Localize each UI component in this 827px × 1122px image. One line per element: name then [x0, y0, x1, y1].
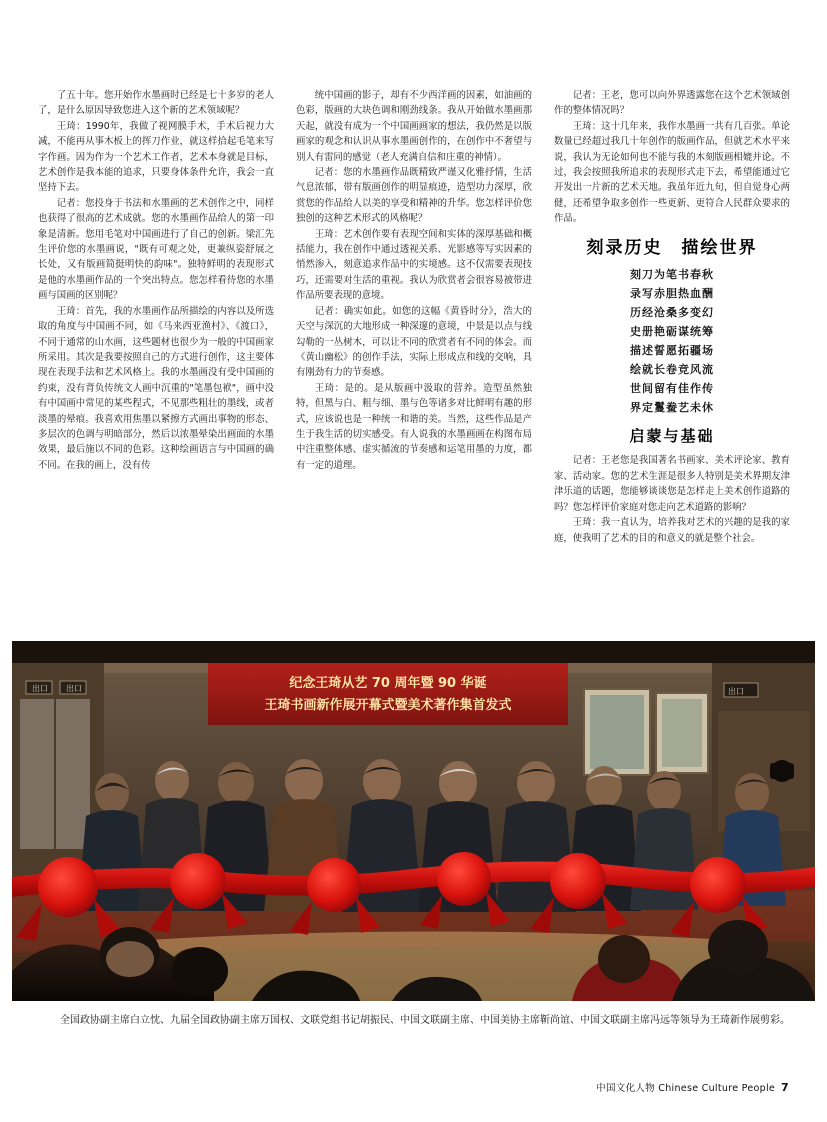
- article-columns: [38, 88, 790, 628]
- footer-text: 中国文化人物 Chinese Culture People: [596, 1083, 776, 1094]
- page-number: 7: [781, 1081, 789, 1094]
- paragraph: 记者：您投身于书法和水墨画的艺术创作之中，同样也获得了很高的艺术成就。您的水墨画作品给人的第一印象是清新。您用毛笔对中国画进行了自己的创新。梁汇先生评价您的水墨画说，"既有可观之处，更兼纵姿舒展之长处，又有版画简挺明快的韵味"。独特鲜明的表现形式是他的水墨画作品的一个突出特点。您怎样看待您的水墨画与国画的区别呢？: [38, 197, 274, 302]
- page-footer: [596, 1080, 789, 1094]
- poem-line: 世间留有佳作传: [630, 382, 714, 396]
- paragraph: 了五十年。您开始作水墨画时已经是七十多岁的老人了，是什么原因导致您进入这个新的艺术领域呢？: [38, 90, 274, 117]
- poem-line: 史册艳砺谋统筹: [630, 325, 714, 339]
- poem-line: 描述誓愿拓疆场: [630, 344, 714, 358]
- paragraph: 王琦：首先，我的水墨画作品所描绘的内容以及所选取的角度与中国画不同，如《马来西亚渔村》、《渡口》，不同于通常的山水画，这些题材也很少为一般的中国画家所采用。其次是我要按照自己的方式进行创作，这主要体现在表现手法和艺术风格上。我的水墨画没有受中国画的约束，没有背负传统文人画中沉重的"笔墨包袱"，画中没有中国画中常见的某些程式，不见那些粗壮的墨线，或者淡墨的晕痕。我喜欢用焦墨以紧擦方式画出事物的形态、多层次的色调与明暗部分，然后以浓墨晕染出画面的水墨效果，最后施以不同的色彩。这种绘画语言与中国画的确不同。在我的画上，没有传: [38, 305, 274, 471]
- svg-text:出口: 出口: [728, 687, 744, 696]
- poem-line: 录写赤胆热血酬: [630, 287, 714, 301]
- paragraph: 记者：确实如此。如您的这幅《黄昏时分》，浩大的天空与深沉的大地形成一种深邃的意境，中景是以点与线勾勒的一丛树木，可以让不同的欣赏者有不同的体会。而《黄山幽松》的创作手法，实际上形成点和线的交响，具有刚劲有力的节奏感。: [296, 305, 532, 379]
- paragraph: 王琦：我一直认为，培养我对艺术的兴趣的是我的家庭，使我明了艺术的目的和意义的就是整个社会。: [554, 517, 790, 544]
- photo-caption: 全国政协副主席白立忱、九届全国政协副主席万国权、文联党组书记胡振民、中国文联副主席、中国美协主席靳尚谊、中国文联副主席冯远等领导为王琦新作展剪彩。: [60, 1015, 790, 1026]
- paragraph: 记者：王老您是我国著名书画家、美术评论家、教育家、活动家。您的艺术生涯是很多人特别是美术界期友津津乐道的话题，您能够谈谈您是怎样走上美术创作道路的吗？您怎样评价家庭对您走向艺术道路的影响？: [554, 455, 790, 513]
- ribbon-cutting-ceremony-photo: [12, 641, 815, 1001]
- paragraph: 王琦：是的。是从版画中汲取的营养。造型虽然独特，但黑与白、粗与细、墨与色等诸多对比鲜明有趣的形式，应该说也是一种统一和谐的美。当然，这些作品是产生于我生活的切实感受。有人说我的水墨画画在构图布局中注重整体感、虚实循流的节奏感和运笔用墨的力度，都有一定的道理。: [296, 382, 532, 471]
- article-column-1: [38, 88, 274, 628]
- svg-text:纪念王琦从艺 70 周年暨 90 华诞: 纪念王琦从艺 70 周年暨 90 华诞: [289, 676, 487, 691]
- paragraph: 统中国画的影子，却有不少西洋画的因素，如油画的色彩，版画的大块色调和刚劲线条。我从开始做水墨画那天起，就没有成为一个中国画画家的想法，我仍然是以版画家的观念和认识从事水墨画创作的，在创作中不奢望与别人有雷同的感觉（老人充满自信和庄重的神情）。: [296, 90, 532, 163]
- poem-lines: [554, 265, 790, 417]
- poem-line: 刻刀为笔书春秋: [630, 268, 714, 282]
- paragraph: 王琦：这十几年来，我作水墨画一共有几百张。单论数量已经超过我几十年创作的版画作品，但就艺术水平来说，我认为无论如何也不能与我的木刻版画相媲并论。不过，我会按照我所追求的表现形式走下去，希望能通过它开发出一片新的艺术天地。我虽年近九旬，但自觉身心两健，还希望争取多创作一些更新、更符合人民群众要求的作品。: [554, 120, 790, 225]
- paragraph: 王琦：1990年，我做了视网膜手术，手术后视力大减，不能再从事木板上的挥刀作业，就这样拾起毛笔来写字作画。因为作为一个艺术工作者，艺术本身就是目标，艺术创作是我本能的追求，只要身体条件允许，我会一直坚持下去。: [38, 120, 274, 194]
- article-column-3: [554, 88, 790, 628]
- svg-text:出口: 出口: [32, 684, 48, 693]
- article-column-2: [296, 88, 532, 628]
- paragraph: 王琦：艺术创作要有表现空间和实体的深厚基础和概括能力，我在创作中通过透视关系、光影感等写实因素的悄然渗入，刻意追求作品中的实境感。这不仅需要表现技巧，还需要对生活的重视。我认为欣赏者会很容易被带进作品所要表现的意境。: [296, 228, 532, 302]
- paragraph: 记者：您的水墨画作品既精致严谨又化雅抒情，生活气息浓郁，带有版画创作的明显痕迹，造型功力深厚，欣赏您的作品给人以美的享受和精神的升华。您怎样评价您独创的这种艺术形式的风格呢？: [296, 167, 532, 225]
- svg-text:出口: 出口: [66, 684, 82, 693]
- poem-line: 界定鬘鲞艺未休: [630, 401, 714, 415]
- section-title: 启蒙与基础: [629, 427, 715, 446]
- poem-line: 绘就长卷竞风流: [630, 363, 714, 377]
- poem-line: 历经沧桑多变幻: [630, 306, 714, 320]
- poem-title: 刻录历史 描绘世界: [586, 237, 758, 258]
- svg-text:王琦书画新作展开幕式暨美术著作集首发式: 王琦书画新作展开幕式暨美术著作集首发式: [264, 698, 512, 713]
- paragraph: 记者：王老，您可以向外界透露您在这个艺术领域创作的整体情况吗？: [554, 90, 790, 117]
